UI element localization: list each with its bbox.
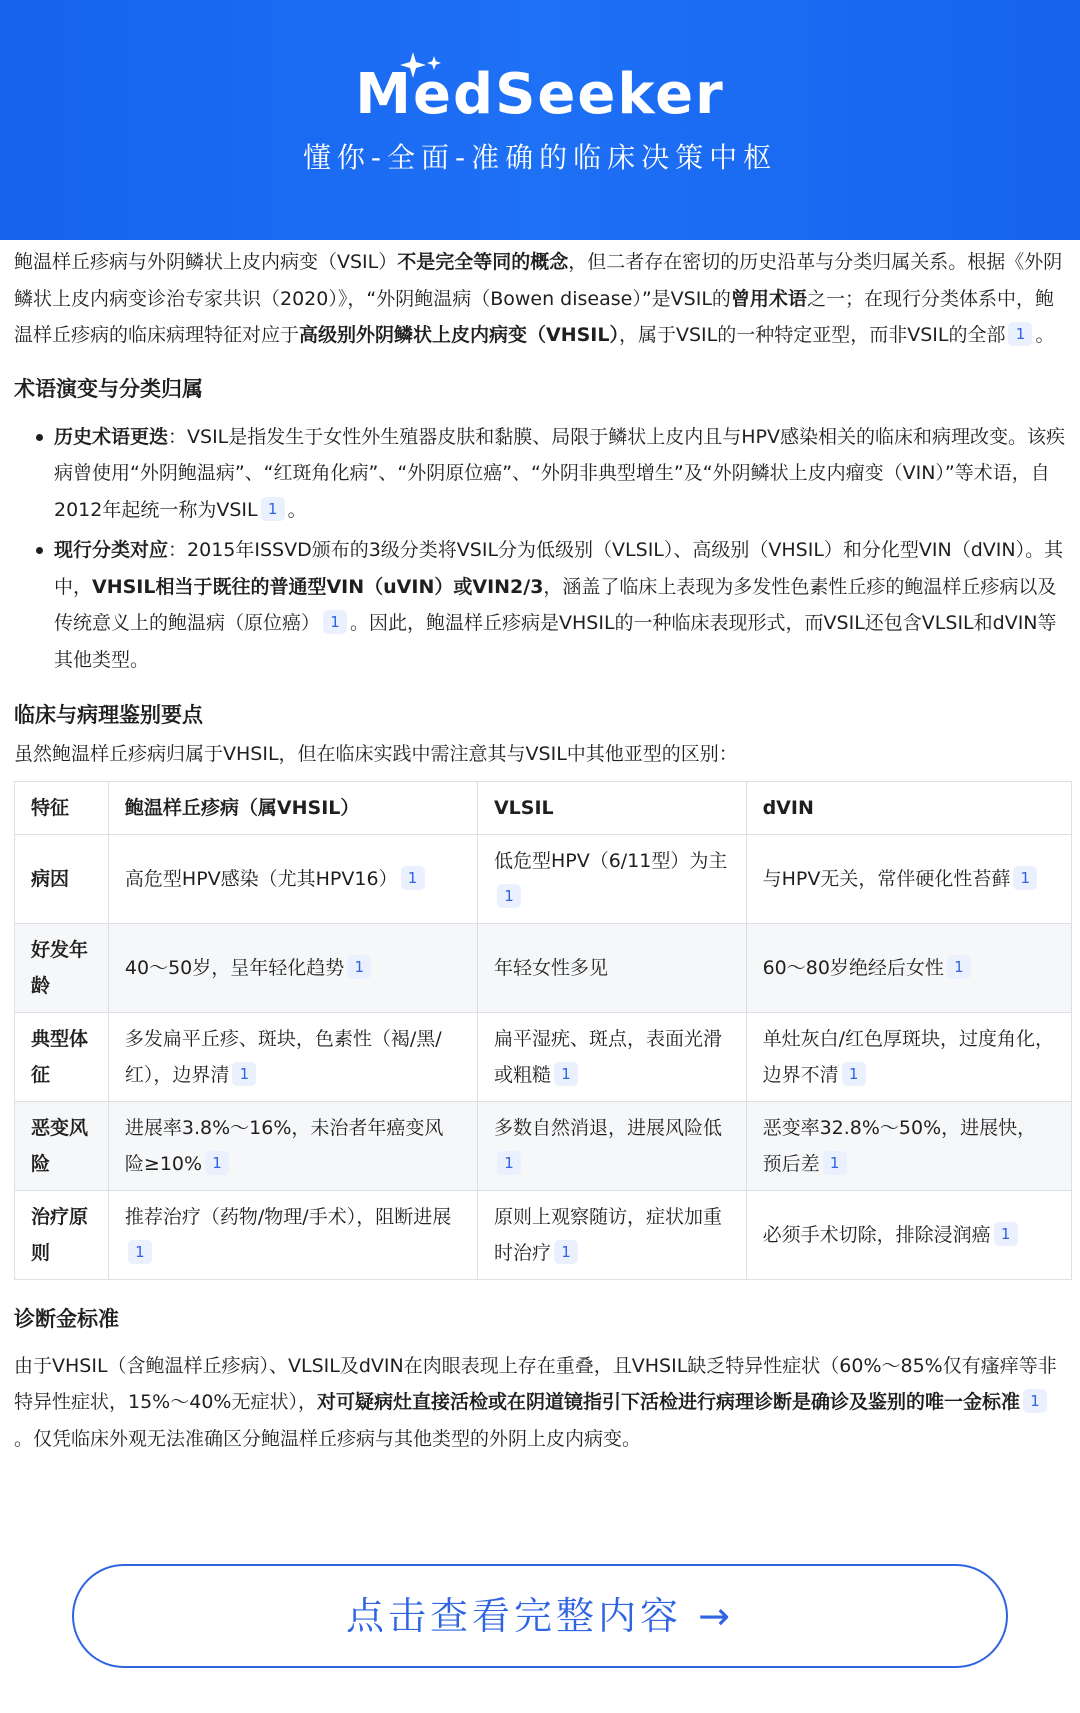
table-cell-feature: 恶变风险: [15, 1101, 109, 1190]
citation-badge[interactable]: 1: [497, 1151, 521, 1175]
citation-badge[interactable]: 1: [1008, 322, 1032, 346]
table-cell: 进展率3.8%～16%，未治者年癌变风险≥10% 1: [108, 1101, 477, 1190]
section-title-diagnosis: 诊断金标准: [14, 1306, 119, 1331]
citation-badge[interactable]: 1: [497, 884, 521, 908]
table-row: [15, 834, 1072, 923]
answer-content: [14, 244, 1068, 1457]
table-cell: 扁平湿疣、斑点，表面光滑或粗糙 1: [477, 1012, 746, 1101]
table-cell: 40～50岁，呈年轻化趋势 1: [108, 923, 477, 1012]
diagnosis-paragraph: 由于VHSIL（含鲍温样丘疹病）、VLSIL及dVIN在肉眼表现上存在重叠，且VHSIL缺乏特异性症状（60%～85%仅有瘙痒等非特异性症状，15%～40%无症状），对可疑病灶直接活检或在阴道镜指引下活检进行病理诊断是确诊及鉴别的唯一金标准 1。仅凭临床外观无法准确区分鲍温样丘疹病与其他类型的外阴上皮内病变。: [14, 1354, 1057, 1450]
citation-badge[interactable]: 1: [947, 955, 971, 979]
app-logo: MedSeeker: [355, 62, 725, 127]
citation-badge[interactable]: 1: [994, 1222, 1018, 1246]
table-cell-feature: 好发年龄: [15, 923, 109, 1012]
table-cell: 低危型HPV（6/11型）为主1: [477, 834, 746, 923]
table-row: [15, 1101, 1072, 1190]
differential-lead: 虽然鲍温样丘疹病归属于VHSIL，但在临床实践中需注意其与VSIL中其他亚型的区别：: [14, 743, 738, 765]
header-banner: [0, 0, 1080, 240]
table-cell: 多数自然消退，进展风险低1: [477, 1101, 746, 1190]
citation-badge[interactable]: 1: [128, 1240, 152, 1264]
table-header: 特征: [15, 781, 109, 834]
table-cell-feature: 病因: [15, 834, 109, 923]
list-item: 历史术语更迭：VSIL是指发生于女性外生殖器皮肤和黏膜、局限于鳞状上皮内且与HPV感染相关的临床和病理改变。该疾病曾使用“外阴鲍温病”、“红斑角化病”、“外阴原位癌”、“外阴非典型增生”及“外阴鳞状上皮内瘤变（VIN）”等术语，自2012年起统一称为VSIL 1 。: [34, 419, 1068, 529]
table-row: [15, 923, 1072, 1012]
section-title-differential: 临床与病理鉴别要点: [14, 703, 203, 727]
app-slogan: 懂你-全面-准确的临床决策中枢: [302, 141, 778, 174]
table-cell: 必须手术切除，排除浸润癌 1: [746, 1190, 1071, 1279]
citation-badge[interactable]: 1: [1013, 866, 1037, 890]
table-header: VLSIL: [477, 781, 746, 834]
table-header: 鲍温样丘疹病（属VHSIL）: [108, 781, 477, 834]
citation-badge[interactable]: 1: [401, 866, 425, 890]
table-cell: 多发扁平丘疹、斑块，色素性（褐/黑/红），边界清 1: [108, 1012, 477, 1101]
table-header-row: [15, 781, 1072, 834]
citation-badge[interactable]: 1: [842, 1062, 866, 1086]
citation-badge[interactable]: 1: [323, 610, 347, 634]
table-row: [15, 1190, 1072, 1279]
table-cell: 恶变率32.8%～50%，进展快，预后差 1: [746, 1101, 1071, 1190]
citation-badge[interactable]: 1: [1023, 1389, 1047, 1413]
table-cell: 年轻女性多见: [477, 923, 746, 1012]
table-header: dVIN: [746, 781, 1071, 834]
table-row: [15, 1012, 1072, 1101]
list-item: 现行分类对应：2015年ISSVD颁布的3级分类将VSIL分为低级别（VLSIL）、高级别（VHSIL）和分化型VIN（dVIN）。其中，VHSIL相当于既往的普通型VIN（uVIN）或VIN2/3，涵盖了临床上表现为多发性色素性丘疹的鲍温样丘疹病以及传统意义上的鲍温病（原位癌） 1 。因此，鲍温样丘疹病是VHSIL的一种临床表现形式，而VSIL还包含VLSIL和dVIN等其他类型。: [34, 532, 1068, 678]
citation-badge[interactable]: 1: [554, 1062, 578, 1086]
table-cell: 推荐治疗（药物/物理/手术），阻断进展1: [108, 1190, 477, 1279]
citation-badge[interactable]: 1: [205, 1151, 229, 1175]
table-cell: 单灶灰白/红色厚斑块，过度角化，边界不清 1: [746, 1012, 1071, 1101]
table-cell: 与HPV无关，常伴硬化性苔藓 1: [746, 834, 1071, 923]
citation-badge[interactable]: 1: [232, 1062, 256, 1086]
citation-badge[interactable]: 1: [261, 497, 285, 521]
citation-badge[interactable]: 1: [554, 1240, 578, 1264]
citation-badge[interactable]: 1: [347, 955, 371, 979]
table-cell: 60～80岁绝经后女性 1: [746, 923, 1071, 1012]
comparison-table: [14, 781, 1072, 1280]
terminology-list: [34, 419, 1068, 679]
table-cell-feature: 典型体征: [15, 1012, 109, 1101]
table-cell-feature: 治疗原则: [15, 1190, 109, 1279]
citation-badge[interactable]: 1: [823, 1151, 847, 1175]
table-cell: 高危型HPV感染（尤其HPV16） 1: [108, 834, 477, 923]
intro-paragraph: 鲍温样丘疹病与外阴鳞状上皮内病变（VSIL）不是完全等同的概念，但二者存在密切的历史沿革与分类归属关系。根据《外阴鳞状上皮内病变诊治专家共识（2020）》，“外阴鲍温病（Bowen disease）”是VSIL的曾用术语之一；在现行分类体系中，鲍温样丘疹病的临床病理特征对应于高级别外阴鳞状上皮内病变（VHSIL），属于VSIL的一种特定亚型，而非VSIL的全部 1 。: [14, 251, 1063, 346]
table-cell: 原则上观察随访，症状加重时治疗 1: [477, 1190, 746, 1279]
view-full-content-button[interactable]: 点击查看完整内容 →: [72, 1564, 1008, 1668]
section-title-terminology: 术语演变与分类归属: [14, 376, 203, 401]
